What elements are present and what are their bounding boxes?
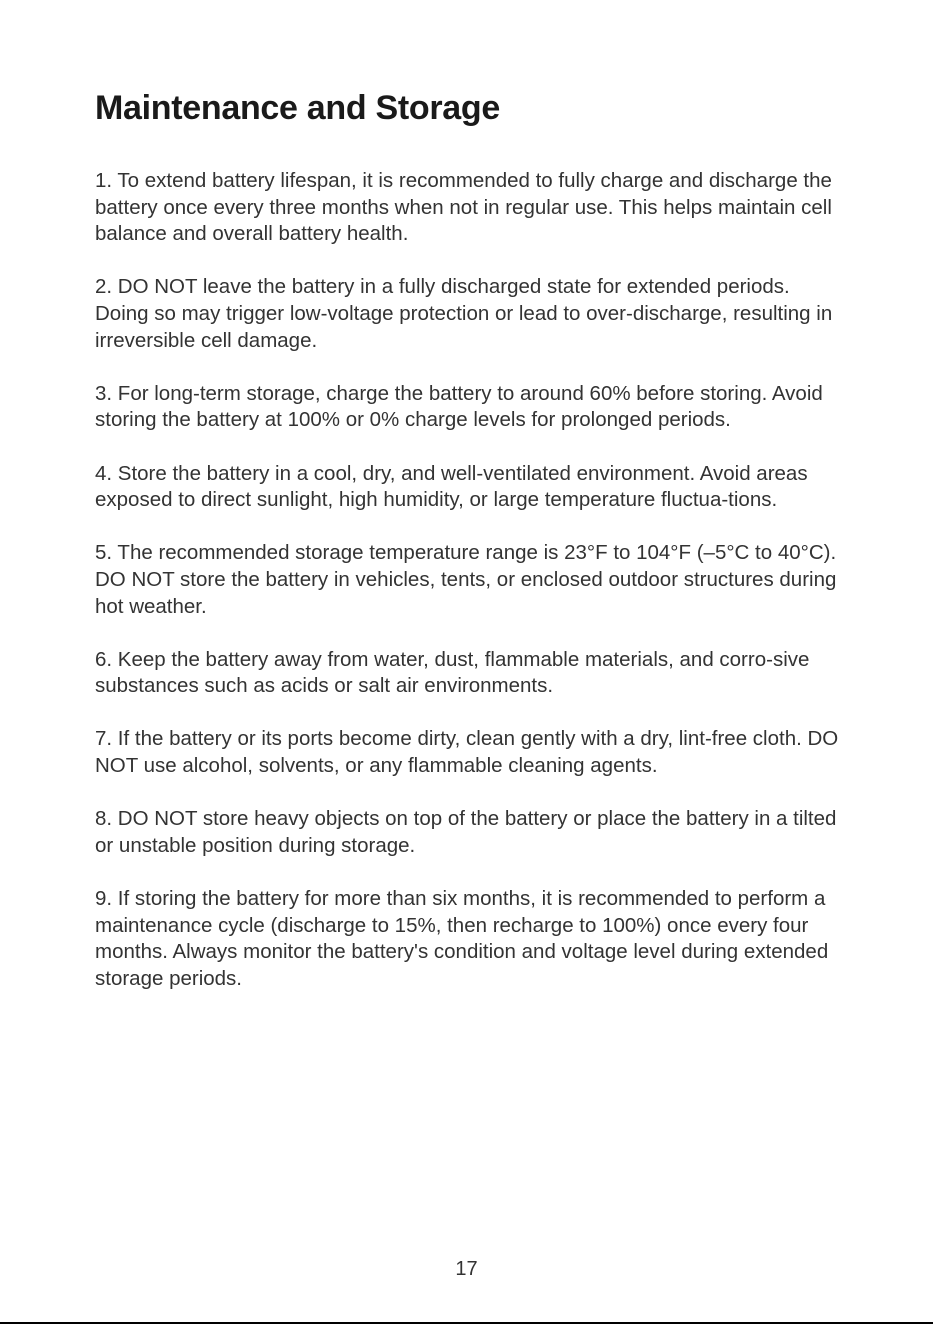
maintenance-list [95,168,840,1019]
list-item: 4. Store the battery in a cool, dry, and well-ventilated environment. Avoid areas exposed to direct sunlight, high humidity, or large temperature fluctua-tions. [95,461,808,512]
list-item: 6. Keep the battery away from water, dust, flammable materials, and corro-sive substances such as acids or salt air environments. [95,647,810,698]
list-item: 5. The recommended storage temperature range is 23°F to 104°F (–5°C to 40°C). DO NOT store the battery in vehicles, tents, or enclosed outdoor structures during hot weather. [95,541,837,618]
list-item: 1. To extend battery lifespan, it is recommended to fully charge and discharge the battery once every three months when not in regular use. This helps maintain cell balance and overall battery health. [95,169,832,246]
list-item: 9. If storing the battery for more than six months, it is recommended to perform a maintenance cycle (discharge to 15%, then recharge to 100%) once every four months. Always monitor the battery's condition and voltage level during extended storage periods. [95,887,829,990]
page-title: Maintenance and Storage [95,89,500,127]
list-item: 2. DO NOT leave the battery in a fully discharged state for extended periods. Doing so may trigger low-voltage protection or lead to over-discharge, resulting in irreversible cell damage. [95,275,833,352]
list-item: 7. If the battery or its ports become dirty, clean gently with a dry, lint-free cloth. DO NOT use alcohol, solvents, or any flammable cleaning agents. [95,727,839,778]
page-number: 17 [455,1258,478,1280]
list-item: 8. DO NOT store heavy objects on top of the battery or place the battery in a tilted or unstable position during storage. [95,807,837,857]
list-item: 3. For long-term storage, charge the battery to around 60% before storing. Avoid storing the battery at 100% or 0% charge levels for prolonged periods. [95,381,823,432]
